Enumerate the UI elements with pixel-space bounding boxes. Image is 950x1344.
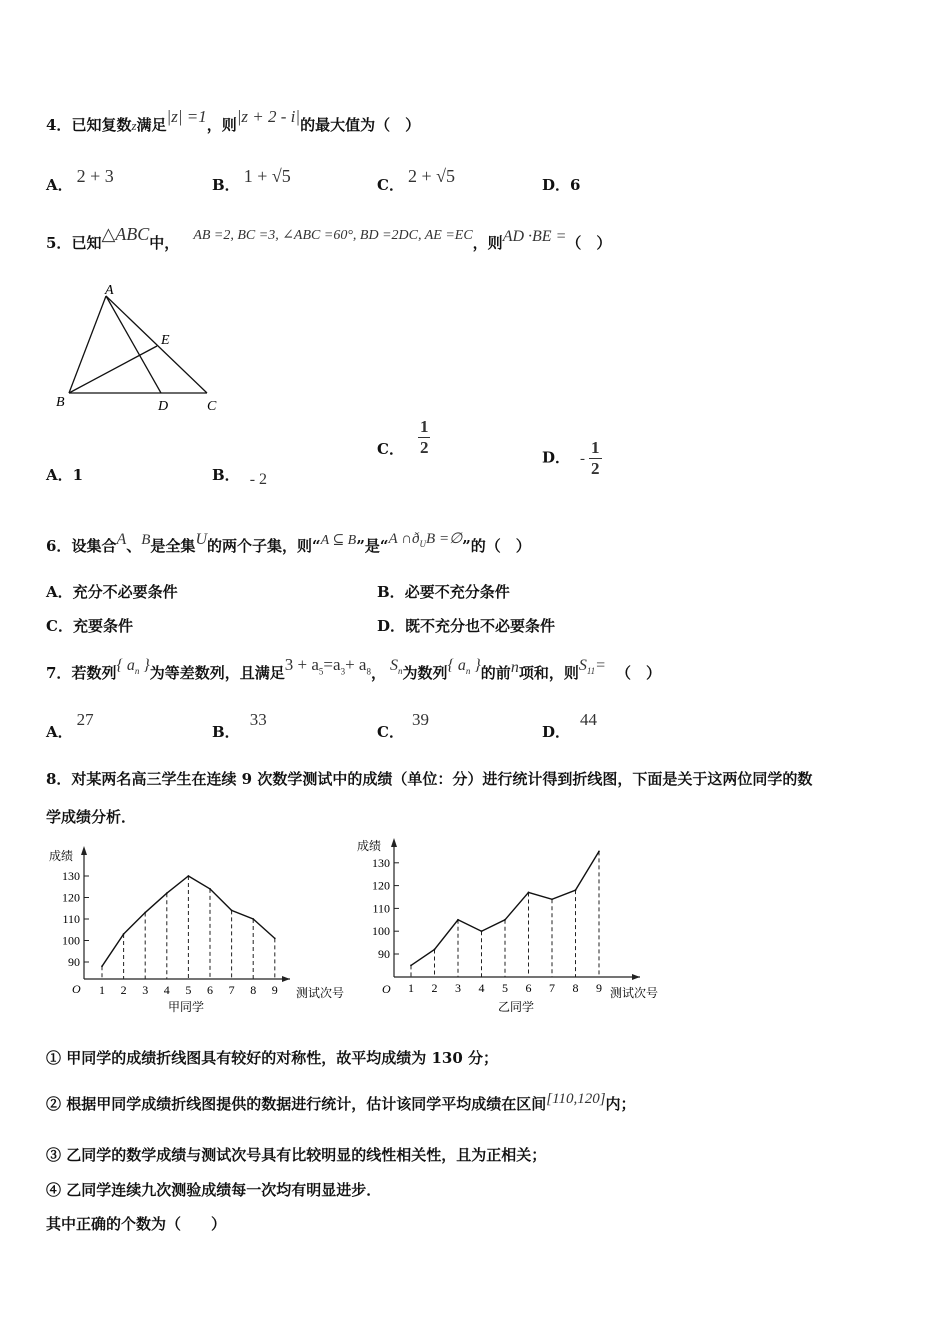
q5-expression: AD ·BE = [502, 228, 567, 245]
segment-be [69, 346, 157, 393]
q4-number: 4． [46, 116, 72, 134]
data-point [575, 889, 577, 891]
q4-text: 已知复数 [71, 116, 132, 134]
chart-jia-title: 甲同学 [168, 1000, 205, 1014]
q4-option-c-value: 2 + √5 [407, 166, 455, 186]
y-axis-arrow [391, 838, 397, 847]
q6-text: 的两个子集，则 [207, 537, 313, 555]
q4-condition: |z| =1 [166, 107, 207, 126]
q7-text: 的前 [480, 664, 511, 682]
q4-option-a-value: 2 + 3 [76, 166, 114, 186]
q7-sum-sn: $S_n$ [389, 657, 403, 677]
q4-stem [46, 107, 421, 135]
label-b: B [56, 395, 65, 410]
q6-text: 的（ ） [470, 537, 531, 555]
x-tick-label: 9 [596, 981, 602, 995]
y-tick-label: 120 [372, 878, 390, 893]
x-tick-label: 6 [207, 983, 213, 997]
q7-text: （ ） [615, 664, 661, 682]
data-point [252, 918, 254, 920]
q7-text: 若数列 [71, 664, 117, 682]
x-tick-label: 6 [525, 981, 532, 995]
q5-triangle-figure [50, 280, 230, 415]
side-ab [69, 296, 106, 393]
q8-statement-4: ④ 乙同学连续九次测验成绩每一次均有明显进步． [46, 1181, 382, 1199]
q5-option-d-sign: - [580, 450, 586, 467]
q7-condition: $3 + a_5=a_3+ a_8$ [284, 655, 371, 677]
q7-s11: $S_{11}=$ [578, 657, 606, 677]
q8-question: 其中正确的个数为（ ） [46, 1215, 227, 1233]
x-tick-label: 3 [142, 983, 149, 997]
q5-option-d[interactable]: D． - $\frac{1}{2}$ [542, 438, 600, 478]
y-tick-label: 130 [372, 855, 390, 870]
data-point [551, 898, 553, 900]
q5-option-d-fraction: $\frac{1}{2}$ [591, 438, 600, 478]
q5-option-b-value: - 2 [249, 471, 268, 488]
chart-yi-ylabel: 成绩 [357, 839, 382, 853]
side-ac [106, 296, 207, 393]
q6-text: 设集合 [71, 537, 117, 555]
y-tick-label: 90 [378, 947, 390, 961]
chart-jia-xlabel: 测试次号 [296, 986, 345, 1000]
label-a: A [105, 283, 114, 298]
q4-expression: |z + 2 - i| [236, 107, 301, 126]
q5-triangle: △ABC [101, 224, 150, 244]
q6-option-a[interactable]: A．充分不必要条件 [46, 583, 178, 601]
segment-ad [106, 296, 161, 393]
x-tick-label: 5 [185, 983, 192, 997]
x-tick-label: 2 [431, 981, 438, 995]
q6-set-b: B [141, 532, 151, 548]
x-tick-label: 7 [228, 983, 235, 997]
q4-var-z: z [131, 118, 137, 133]
q6-option-b[interactable]: B．必要不充分条件 [377, 583, 510, 601]
x-axis-arrow [632, 974, 640, 980]
chart-jia-ylabel: 成绩 [49, 849, 74, 863]
q4-option-b-value: 1 + √5 [243, 166, 291, 186]
q6-condition-2: A $\cap ð_UB$ =∅ [388, 531, 463, 549]
y-tick-label: 110 [62, 912, 80, 926]
q7-text: 为等差数列，且满足 [149, 664, 285, 682]
x-tick-label: 2 [120, 983, 127, 997]
label-c: C [207, 399, 217, 414]
x-tick-label: 9 [271, 983, 278, 997]
chart-yi [348, 830, 678, 1020]
q6-stem: 6．设集合A、B是全集U的两个子集，则“A ⊆ B”是“A $\cap ð_UB$ =∅”的（ ） [46, 531, 531, 555]
q5-stem [46, 224, 612, 253]
q5-number: 5． [46, 234, 72, 252]
y-tick-label: 110 [372, 901, 390, 916]
q5-option-c[interactable]: C． $\frac{1}{2}$ [377, 416, 429, 458]
q6-option-d[interactable]: D．既不充分也不必要条件 [377, 617, 556, 635]
q6-option-c[interactable]: C．充要条件 [46, 617, 133, 635]
data-point [231, 910, 233, 912]
q6-text: 是全集 [150, 537, 196, 555]
chart-jia [40, 838, 370, 1020]
q5-text: 已知 [71, 234, 102, 252]
q5-option-c-fraction: $\frac{1}{2}$ [419, 416, 429, 457]
q8-stem-line-2: 学成绩分析． [46, 808, 137, 826]
q7-option-a[interactable]: A．27 [46, 710, 94, 741]
q4-text: 满足 [136, 116, 167, 134]
data-point [144, 912, 146, 914]
q5-condition: AB =2, BC =3, ∠ABC =60°, BD =2DC, AE =EC [193, 228, 473, 243]
q7-number: 7． [46, 664, 72, 682]
data-point [166, 892, 168, 894]
q7-sequence: { $a_n$ } [116, 657, 150, 677]
data-point [101, 965, 103, 967]
q8-stem-line-1: 8．对某两名高三学生在连续 9 次数学测试中的成绩（单位：分）进行统计得到折线图，下面是关于这两位同学的数 [46, 770, 813, 788]
chart-yi-xlabel: 测试次号 [610, 986, 659, 1000]
q7-option-b[interactable]: B．33 [212, 710, 267, 741]
label-e: E [161, 333, 170, 348]
data-point [123, 933, 125, 935]
q7-text: 项和，则 [518, 664, 579, 682]
chart-yi-title: 乙同学 [498, 1000, 535, 1014]
q7-option-c[interactable]: C．39 [377, 710, 429, 741]
x-tick-label: 8 [250, 983, 257, 997]
data-point [598, 851, 600, 853]
q6-set-a: A [116, 531, 127, 548]
data-point [528, 892, 530, 894]
q4-option-c[interactable]: C． 2 + √5 [377, 166, 455, 194]
x-tick-label: 3 [455, 981, 461, 995]
q5-option-a-value: 1 [72, 466, 84, 484]
q4-option-d[interactable]: D．6 [542, 176, 581, 194]
data-point [209, 888, 211, 890]
q4-option-b[interactable]: B． 1 + √5 [212, 166, 291, 194]
q8-statement-1: ① 甲同学的成绩折线图具有较好的对称性，故平均成绩为 130 分； [46, 1049, 498, 1067]
x-tick-label: 5 [502, 981, 508, 995]
q7-stem: 7．若数列{ $a_n$ }为等差数列，且满足$3 + a_5=a_3+ a_8$， $S_n$为数列{ $a_n$ }的前n项和，则$S_{11}=$ （ ） [46, 655, 661, 682]
q5-option-b[interactable]: B． - 2 [212, 466, 268, 488]
y-tick-label: 90 [68, 955, 80, 969]
data-point [481, 930, 483, 932]
data-point [434, 949, 436, 951]
x-tick-label: 1 [99, 983, 105, 997]
q7-option-d[interactable]: D．44 [542, 710, 598, 741]
q6-set-u: U [195, 531, 207, 548]
q7-var-n: n [510, 659, 519, 676]
data-point [188, 875, 190, 877]
x-tick-label: 4 [478, 981, 485, 995]
q4-text: ，则 [206, 116, 237, 134]
data-point [410, 965, 412, 967]
q5-text: ，则 [472, 234, 503, 252]
x-tick-label: 4 [163, 983, 170, 997]
q7-text: 为数列 [402, 664, 448, 682]
q4-option-d-value: 6 [570, 176, 581, 194]
q5-text: （ ） [566, 234, 612, 252]
chart-yi-origin: O [382, 982, 391, 996]
q8-statement-3: ③ 乙同学的数学成绩与测试次号具有比较明显的线性相关性，且为正相关； [46, 1146, 547, 1164]
data-point [504, 919, 506, 921]
y-tick-label: 100 [372, 924, 390, 939]
x-tick-label: 1 [408, 981, 414, 995]
q4-option-a[interactable]: A． 2 + 3 [46, 166, 114, 194]
y-axis-arrow [81, 846, 87, 855]
q5-text: 中， [149, 234, 180, 252]
chart-jia-origin: O [72, 982, 81, 996]
data-point [274, 937, 276, 939]
q6-number: 6． [46, 537, 72, 555]
q5-option-a[interactable]: A．1 [46, 466, 84, 484]
q4-text: 的最大值为（ ） [300, 116, 421, 134]
label-d: D [158, 399, 169, 414]
q8-statement-2: ② 根据甲同学成绩折线图提供的数据进行统计，估计该同学平均成绩在区间[110,120]内； [46, 1091, 636, 1113]
x-axis-arrow [282, 976, 290, 982]
y-tick-label: 100 [62, 933, 80, 948]
x-tick-label: 8 [572, 981, 579, 995]
q6-condition-1: A ⊆ B [320, 533, 357, 548]
q8-interval: [110,120] [546, 1091, 606, 1107]
data-point [457, 919, 459, 921]
x-tick-label: 7 [549, 981, 555, 995]
y-tick-label: 130 [62, 869, 80, 883]
y-tick-label: 120 [62, 890, 80, 905]
q7-sequence-2: { $a_n$ } [447, 657, 481, 677]
